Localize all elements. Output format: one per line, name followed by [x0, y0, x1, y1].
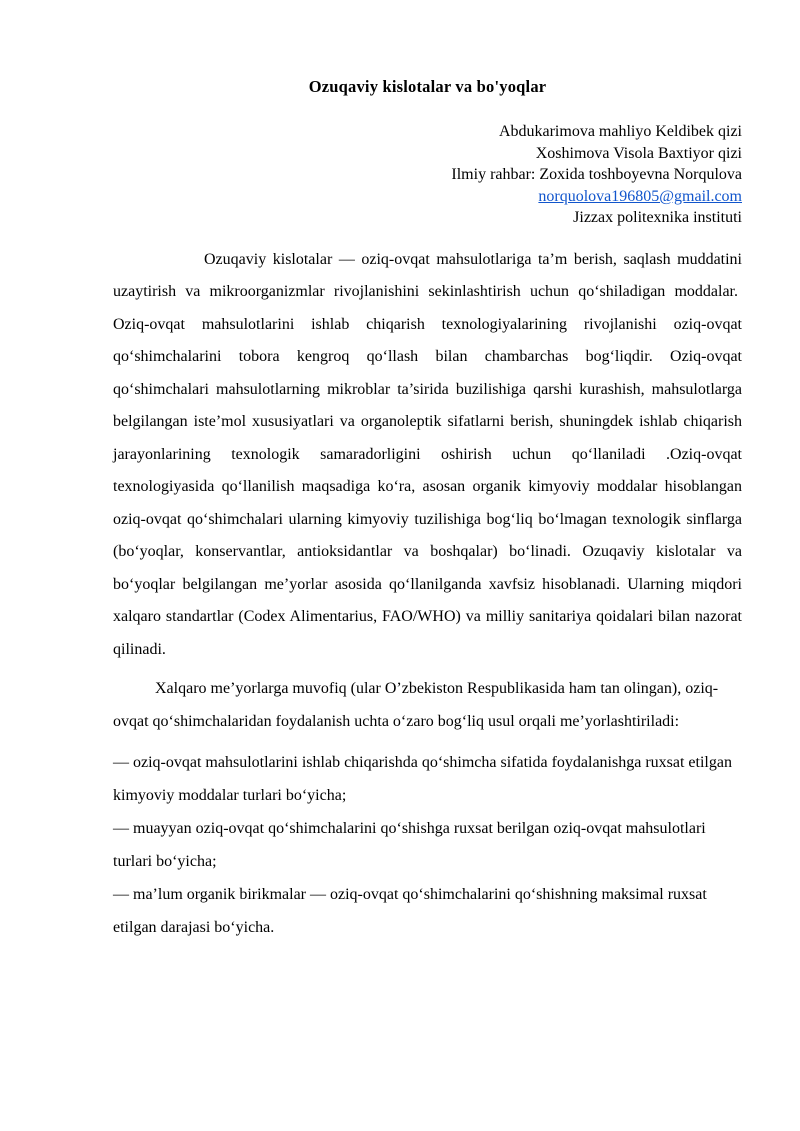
document-title: Ozuqaviy kislotalar va bo'yoqlar [308, 77, 547, 96]
list-item: — ma’lum organik birikmalar — oziq-ovqat qo‘shimchalarini qo‘shishning maksimal ruxsat etilgan darajasi bo‘yicha. [113, 886, 707, 937]
regulation-list [113, 746, 742, 944]
standards-paragraph: Xalqaro me’yorlarga muvofiq (ular O’zbekiston Respublikasida ham tan olingan), oziq-ovqat qo‘shimchalaridan foydalanish uchta o‘zaro bog‘liq usul orqali me’yorlashtiriladi: [113, 680, 719, 731]
institution-line: Jizzax politexnika instituti [573, 209, 742, 227]
author-line-1: Abdukarimova mahliyo Keldibek qizi [498, 123, 742, 140]
supervisor-line: Ilmiy rahbar: Zoxida toshboyevna Norqulova [451, 166, 742, 184]
author-block [113, 121, 742, 229]
email-link[interactable]: norquolova196805@gmail.com [538, 187, 742, 205]
list-item: — oziq-ovqat mahsulotlarini ishlab chiqarishda qo‘shimcha sifatida foydalanishga ruxsat etilgan kimyoviy moddalar turlari bo‘yicha; [113, 754, 732, 805]
email-line [113, 186, 742, 208]
intro-paragraph: Ozuqaviy kislotalar — oziq-ovqat mahsulotlariga ta’m berish, saqlash muddatini uzaytirish va mikroorganizmlar rivojlanishini sekinlashtirish uchun qo‘shiladigan moddalar. Oziq-ovqat mahsulotlarini ishlab chiqarish texnologiyalarining rivojlanishi oziq-ovqat qo‘shimchalarini tobora kengroq qo‘llash bilan chambarchas bog‘liqdir. Oziq-ovqat qo‘shimchalari mahsulotlarning mikroblar ta’sirida buzilishiga qarshi kurashish, mahsulotlarga belgilangan iste’mol xususiyatlari va organoleptik sifatlarni berish, shuningdek ishlab chiqarish jarayonlarining texnologik samaradorligini oshirish uchun qo‘llaniladi .Oziq-ovqat texnologiyasida qo‘llanilish maqsadiga ko‘ra, asosan organik kimyoviy moddalar hisoblangan oziq-ovqat qo‘shimchalari ularning kimyoviy tuzilishiga bog‘liq bo‘lmagan texnologik sinflarga (bo‘yoqlar, konservantlar, antioksidantlar va boshqalar) bo‘linadi. Ozuqaviy kislotalar va bo‘yoqlar belgilangan me’yorlar asosida qo‘llanilganda xavfsiz hisoblanadi. Ularning miqdori xalqaro standartlar (Codex Alimentarius, FAO/WHO) va milliy sanitariya qoidalari bilan nazorat qilinadi. [113, 250, 742, 658]
author-line-2: Xoshimova Visola Baxtiyor qizi [535, 144, 742, 162]
list-item: — muayyan oziq-ovqat qo‘shimchalarini qo‘shishga ruxsat berilgan oziq-ovqat mahsulotlari turlari bo‘yicha; [113, 820, 706, 871]
